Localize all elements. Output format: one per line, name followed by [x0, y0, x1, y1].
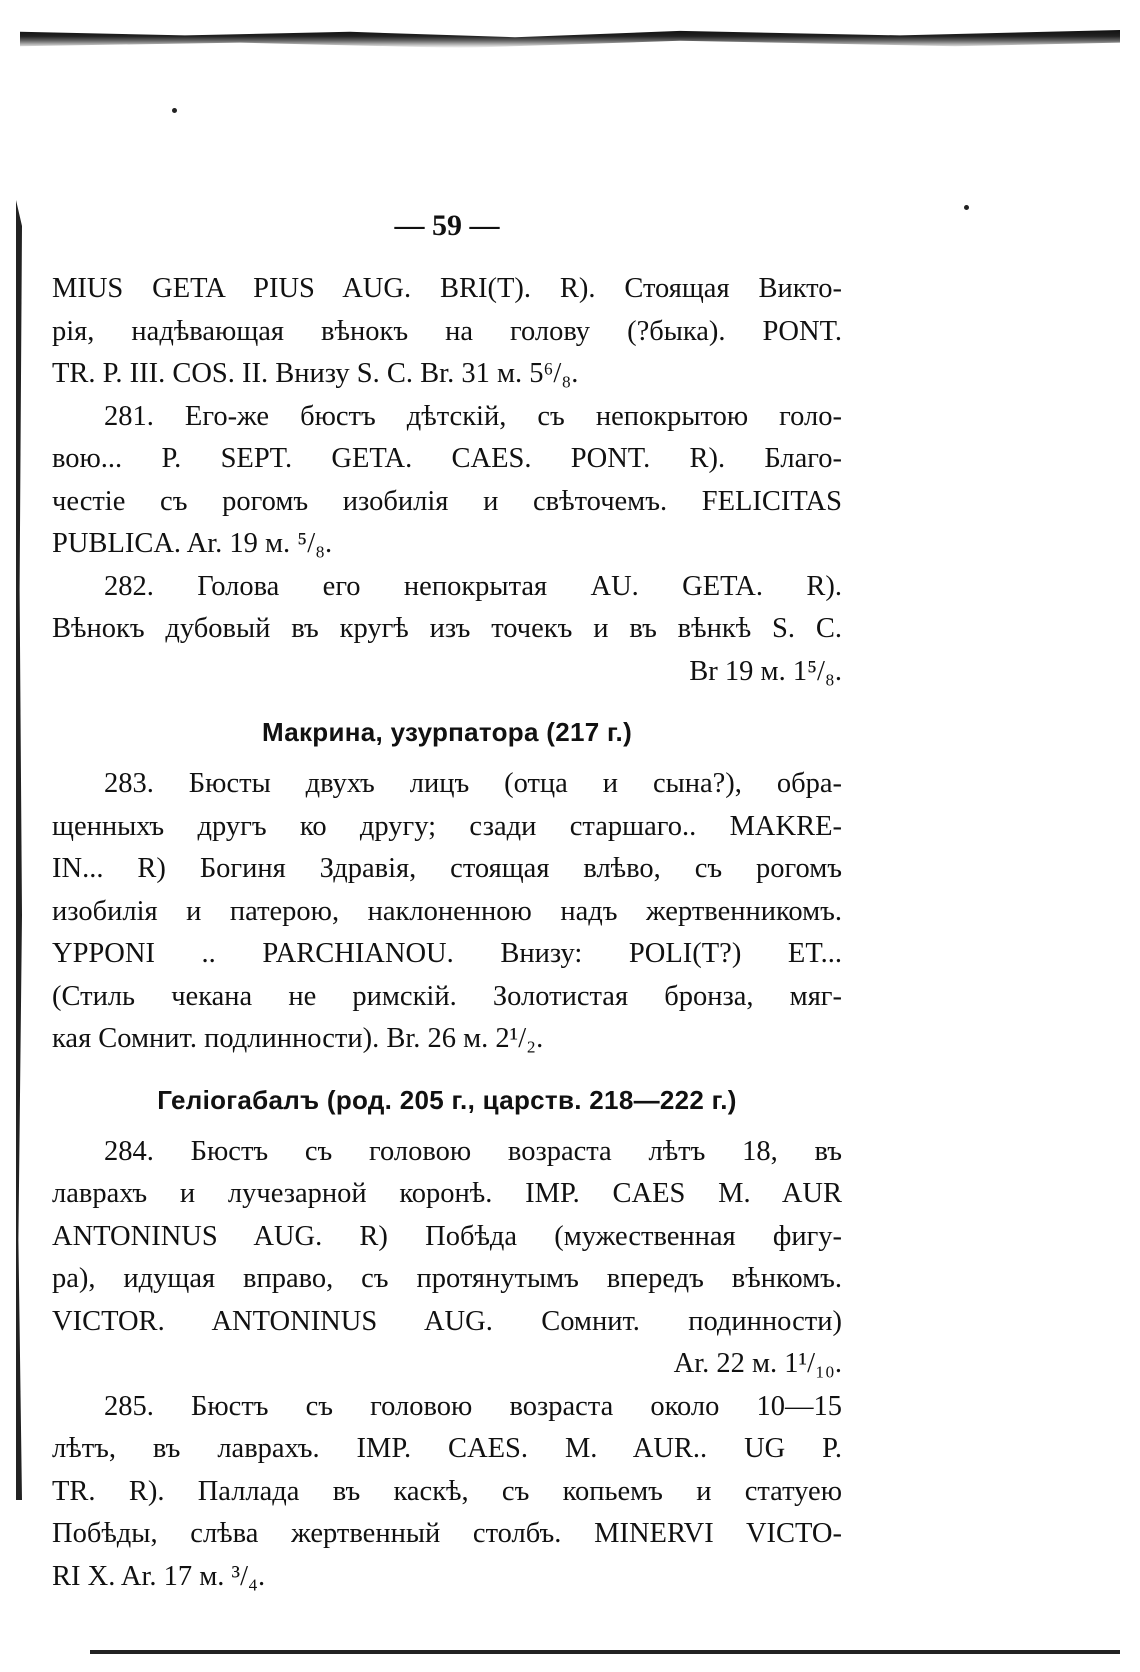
scan-speck — [964, 205, 969, 210]
catalog-entry — [52, 1131, 842, 1386]
text-line: 282. Голова его непокрытая AU. GETA. R). — [104, 570, 842, 602]
section-heading: Макрина, узурпатора (217 г.) — [261, 717, 633, 747]
text-line: 285. Бюстъ съ головою возраста около 10—15 — [104, 1390, 842, 1422]
text-line: ANTONINUS AUG. R) Побѣда (мужественная фигу- — [52, 1220, 842, 1252]
catalog-entry — [52, 268, 842, 396]
text-line: Br 19 м. 1⁵/₈. — [689, 655, 842, 687]
text-line: 284. Бюстъ съ головою возраста лѣтъ 18, въ — [104, 1135, 842, 1167]
page-number: — 59 — — [394, 209, 500, 242]
text-line: лаврахъ и лучезарной коронѣ. IMP. CAES M. AUR — [52, 1178, 842, 1209]
text-line: вою... P. SEPT. GETA. CAES. PONT. R). Благо- — [52, 443, 842, 474]
text-line: MIUS GETA PIUS AUG. BRI(T). R). Стоящая Викто- — [52, 273, 842, 304]
page-body — [52, 268, 842, 1598]
catalog-entry — [52, 1386, 842, 1599]
catalog-entry — [52, 763, 842, 1061]
section-heading: Геліогабалъ (род. 205 г., царств. 218—222 г.) — [157, 1084, 737, 1115]
text-line: TR. R). Паллада въ каскѣ, съ копьемъ и статуею — [52, 1475, 842, 1507]
text-line: 283. Бюсты двухъ лицъ (отца и сына?), обра- — [104, 768, 842, 799]
scan-edge-top — [20, 30, 1120, 48]
text-line: (Стиль чекана не римскій. Золотистая бронза, мяг- — [52, 980, 842, 1012]
text-line: RI X. Ar. 17 м. ³/₄. — [52, 1560, 266, 1592]
scan-edge-bottom — [90, 1650, 1120, 1654]
scan-speck — [172, 108, 177, 113]
text-line: Побѣды, слѣва жертвенный столбъ. MINERVI VICTO- — [52, 1518, 842, 1549]
text-line: честіе съ рогомъ изобилія и свѣточемъ. FELICITAS — [52, 485, 842, 517]
text-line: лѣтъ, въ лаврахъ. IMP. CAES. M. AUR.. UG P. — [52, 1433, 842, 1464]
text-line: VICTOR. ANTONINUS AUG. Сомнит. подинности) — [52, 1305, 842, 1337]
text-line: PUBLICA. Ar. 19 м. ⁵/₈. — [52, 528, 333, 559]
text-line: YPPONI .. PARCHIANOU. Внизу: POLI(T?) ET... — [52, 938, 842, 969]
text-line: IN... R) Богиня Здравія, стоящая влѣво, съ рогомъ — [52, 853, 842, 884]
text-line: кая Сомнит. подлинности). Br. 26 м. 2¹/₂. — [52, 1023, 544, 1054]
text-line: TR. P. III. COS. II. Внизу S. C. Br. 31 м. 5⁶/₈. — [52, 358, 579, 389]
catalog-entry — [52, 566, 842, 694]
text-line: Ar. 22 м. 1¹/₁₀. — [673, 1348, 842, 1379]
text-line: Вѣнокъ дубовый въ кругѣ изъ точекъ и въ вѣнкѣ S. C. — [52, 613, 842, 644]
text-line: изобилія и патерою, наклоненною надъ жертвенникомъ. — [52, 895, 842, 927]
catalog-entry — [52, 396, 842, 566]
text-line: 281. Его-же бюстъ дѣтскій, съ непокрытою голо- — [104, 400, 842, 432]
text-line: ра), идущая вправо, съ протянутымъ впередъ вѣнкомъ. — [52, 1263, 842, 1294]
scan-edge-left — [16, 200, 22, 1500]
text-line: рія, надѣвающая вѣнокъ на голову (?быка). PONT. — [52, 315, 842, 347]
text-line: щенныхъ другъ ко другу; сзади старшаго.. MAKRE- — [52, 810, 842, 842]
